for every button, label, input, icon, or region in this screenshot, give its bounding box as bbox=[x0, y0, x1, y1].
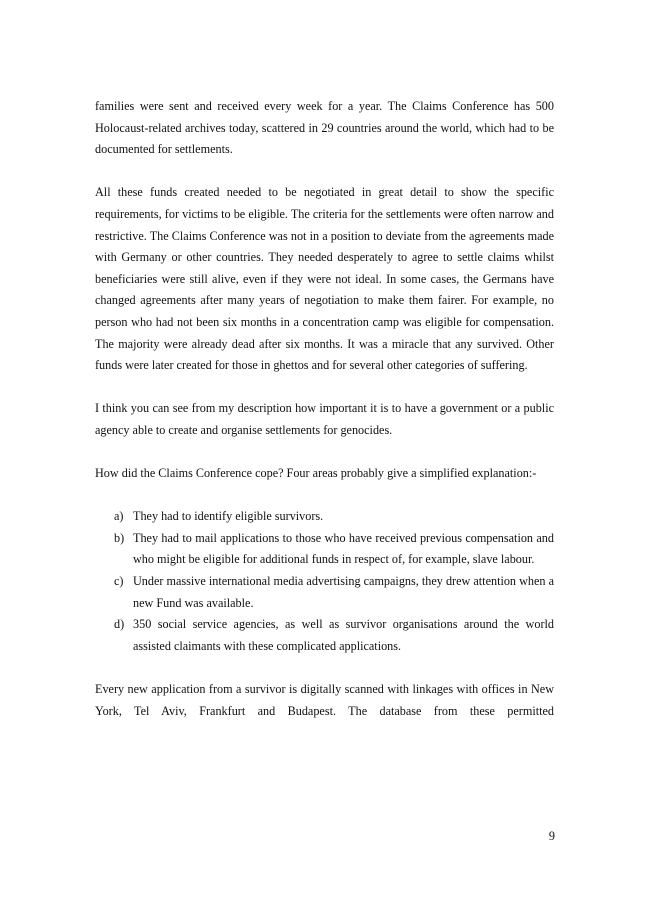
paragraph-negotiation: All these funds created needed to be negotiated in great detail to show the specific requirements, for victims to be eligible. The criteria for the settlements were often narrow and restrictive. The Claims Conference was not in a position to deviate from the agreements made with Germany or other countries. They needed desperately to agree to settle claims whilst beneficiaries were still alive, even if they were not ideal. In some cases, the Germans have changed agreements after many years of negotiation to make them fairer. For example, no person who had not been six months in a concentration camp was eligible for compensation. The majority were already dead after six months. It was a miracle that any survived. Other funds were later created for those in ghettos and for several other categories of suffering. bbox=[95, 185, 554, 373]
list-marker: b) bbox=[114, 530, 125, 545]
list-item-text: They had to mail applications to those who have received previous compensation and who might be eligible for additional funds in respect of, for example, slave labour. bbox=[133, 530, 554, 567]
list-item-text: They had to identify eligible survivors. bbox=[133, 509, 324, 524]
paragraph-digital-scanning: Every new application from a survivor is digitally scanned with linkages with offices in New York, Tel Aviv, Frankfurt and Budapest. The database from these permitted bbox=[95, 682, 554, 718]
list-item-text: 350 social service agencies, as well as survivor organisations around the world assisted claimants with these complicated applications. bbox=[133, 617, 554, 653]
list-item bbox=[95, 506, 554, 528]
paragraph-how-cope: How did the Claims Conference cope? Four areas probably give a simplified explanation:- bbox=[95, 466, 537, 481]
list-item bbox=[95, 614, 554, 657]
list-marker: c) bbox=[114, 574, 124, 589]
list-item bbox=[95, 571, 554, 614]
list-marker: a) bbox=[114, 509, 124, 524]
list-item bbox=[95, 528, 554, 571]
paragraph-archives: families were sent and received every week for a year. The Claims Conference has 500 Holocaust-related archives today, scattered in 29 countries around the world, which had to be documented for settlements. bbox=[95, 99, 554, 157]
list-marker: d) bbox=[114, 617, 125, 632]
page-number: 9 bbox=[548, 829, 555, 843]
paragraph-government-agency: I think you can see from my description how important it is to have a government or a public agency able to create and organise settlements for genocides. bbox=[95, 401, 554, 437]
document-page bbox=[95, 96, 554, 744]
list-item-text: Under massive international media advertising campaigns, they drew attention when a new Fund was available. bbox=[133, 574, 554, 610]
explanation-list bbox=[95, 485, 554, 658]
